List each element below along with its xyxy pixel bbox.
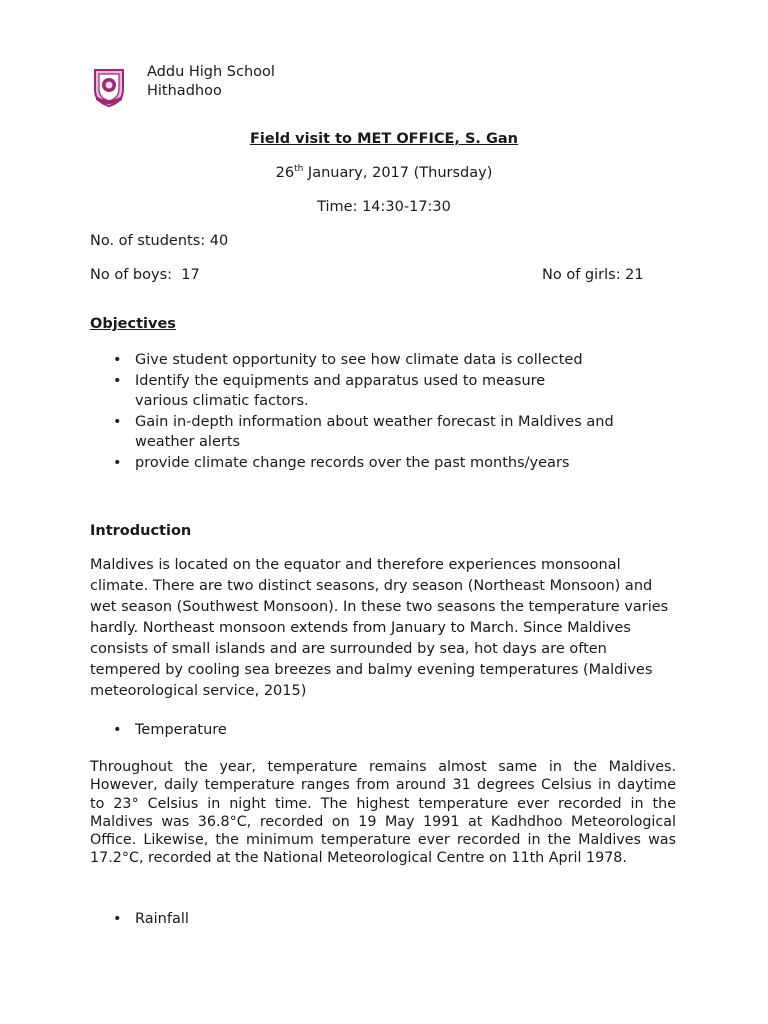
document-title: Field visit to MET OFFICE, S. Gan	[250, 131, 518, 147]
student-count: No. of students: 40	[90, 233, 229, 249]
list-item: • Temperature	[90, 720, 650, 741]
objectives-heading: Objectives	[90, 316, 176, 332]
boys-count: No of boys: 17	[90, 267, 200, 283]
school-header	[147, 63, 275, 101]
list-item: • provide climate change records over the past months/years	[90, 453, 650, 474]
rainfall-bullet	[90, 909, 650, 930]
list-item: • Gain in-depth information about weather forecast in Maldives and weather alerts	[90, 412, 650, 453]
objectives-list	[90, 350, 650, 473]
school-crest-logo	[90, 66, 128, 108]
visit-date	[0, 165, 768, 181]
visit-time: Time: 14:30-17:30	[317, 199, 451, 215]
introduction-paragraph: Maldives is located on the equator and therefore experiences monsoonal climate. There are two distinct seasons, dry season (Northeast Monsoon) and wet season (Southwest Monsoon). In these two seasons the temperature varies hardly. Northeast monsoon extends from January to March. Since Maldives consists of small islands and are surrounded by sea, hot days are often tempered by cooling sea breezes and balmy evening temperatures (Maldives meteorological service, 2015)	[90, 557, 669, 699]
girls-count: No of girls: 21	[542, 267, 644, 283]
list-item: • Give student opportunity to see how climate data is collected	[90, 350, 650, 371]
temperature-bullet	[90, 720, 650, 741]
date-suffix: th	[294, 164, 304, 174]
temperature-paragraph: Throughout the year, temperature remains almost same in the Maldives. However, daily temperature ranges from around 31 degrees Celsius in daytime to 23° Celsius in night time. The highest temperature ever recorded in the Maldives was 36.8°C, recorded on 19 May 1991 at Kadhdhoo Meteorological Office. Likewise, the minimum temperature ever recorded in the Maldives was 17.2°C, recorded at the National Meteorological Centre on 11th April 1978.	[90, 759, 676, 867]
list-item: • Identify the equipments and apparatus used to measure various climatic factors.	[90, 371, 650, 412]
introduction-heading: Introduction	[90, 523, 192, 539]
date-day: 26	[275, 165, 295, 181]
list-item: • Rainfall	[90, 909, 650, 930]
school-name: Addu High School	[147, 64, 275, 80]
date-rest: January, 2017 (Thursday)	[303, 165, 493, 181]
school-location: Hithadhoo	[147, 83, 222, 99]
